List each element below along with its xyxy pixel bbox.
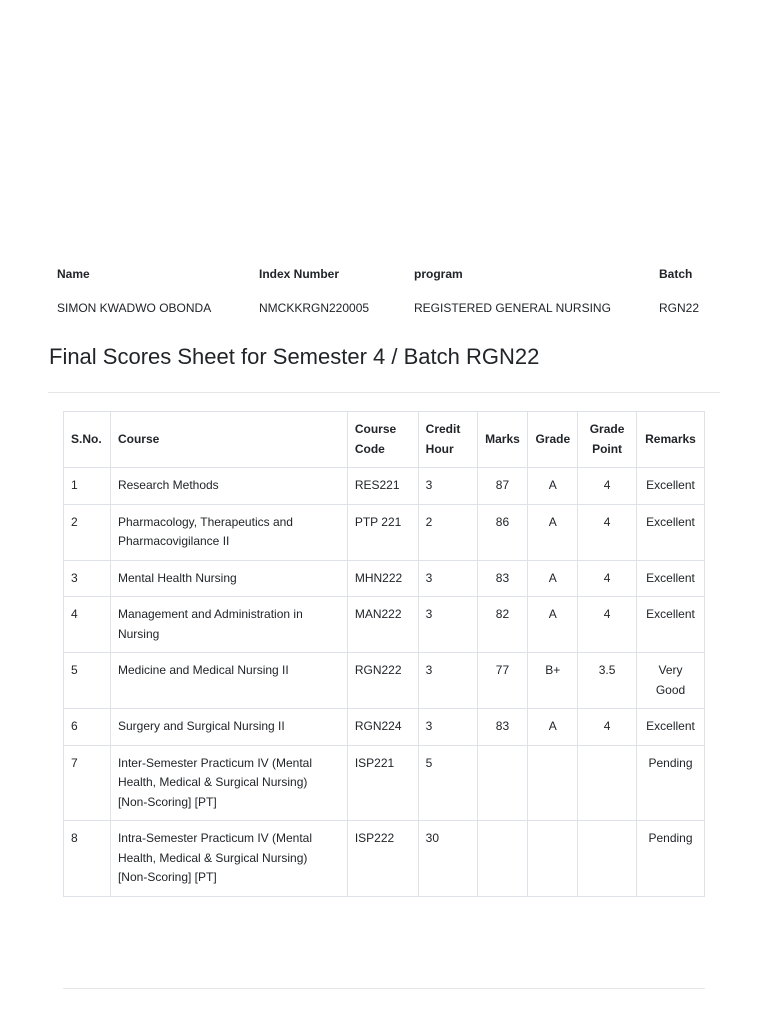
remarks-cell: Excellent [636, 709, 704, 746]
grade-header: Grade [528, 412, 578, 468]
credit-hour-cell: 3 [418, 653, 477, 709]
table-row [64, 468, 705, 505]
table-row [64, 560, 705, 597]
sno-cell: 7 [64, 745, 111, 821]
marks-cell: 82 [477, 597, 528, 653]
credit-hour-cell: 5 [418, 745, 477, 821]
grade-cell: A [528, 560, 578, 597]
grade-cell: B+ [528, 653, 578, 709]
marks-cell: 87 [477, 468, 528, 505]
index-number-header: Index Number [259, 267, 340, 281]
remarks-cell: Excellent [636, 560, 704, 597]
sno-cell: 3 [64, 560, 111, 597]
marks-cell [477, 745, 528, 821]
name-header: Name [57, 267, 90, 281]
course-code-cell: ISP221 [347, 745, 418, 821]
course-code-cell: RGN224 [347, 709, 418, 746]
scores-header-row [64, 412, 705, 468]
course-cell: Management and Administration in Nursing [110, 597, 347, 653]
course-code-header: Course Code [347, 412, 418, 468]
table-row [64, 504, 705, 560]
remarks-cell: Excellent [636, 504, 704, 560]
course-cell: Surgery and Surgical Nursing II [110, 709, 347, 746]
course-code-cell: RGN222 [347, 653, 418, 709]
marks-cell [477, 821, 528, 897]
grade-point-cell: 4 [578, 709, 637, 746]
sno-cell: 8 [64, 821, 111, 897]
credit-hour-cell: 2 [418, 504, 477, 560]
grade-cell: A [528, 468, 578, 505]
course-cell: Mental Health Nursing [110, 560, 347, 597]
table-row [64, 709, 705, 746]
grade-cell [528, 745, 578, 821]
marks-cell: 83 [477, 560, 528, 597]
batch-header: Batch [659, 267, 693, 281]
grade-point-cell: 4 [578, 468, 637, 505]
course-cell: Research Methods [110, 468, 347, 505]
sno-cell: 6 [64, 709, 111, 746]
table-row [64, 597, 705, 653]
course-cell: Medicine and Medical Nursing II [110, 653, 347, 709]
table-row [64, 653, 705, 709]
course-cell: Intra-Semester Practicum IV (Mental Health, Medical & Surgical Nursing) [Non-Scoring] [PT] [110, 821, 347, 897]
marks-header: Marks [477, 412, 528, 468]
student-info-row [48, 291, 720, 325]
credit-hour-header: Credit Hour [418, 412, 477, 468]
course-cell: Pharmacology, Therapeutics and Pharmacovigilance II [110, 504, 347, 560]
title-divider [48, 392, 720, 393]
credit-hour-cell: 3 [418, 468, 477, 505]
course-code-cell: MHN222 [347, 560, 418, 597]
grade-point-header: Grade Point [578, 412, 637, 468]
sno-cell: 2 [64, 504, 111, 560]
credit-hour-cell: 30 [418, 821, 477, 897]
remarks-header: Remarks [636, 412, 704, 468]
table-row [64, 745, 705, 821]
marks-cell: 86 [477, 504, 528, 560]
remarks-cell: Excellent [636, 597, 704, 653]
grade-point-cell [578, 821, 637, 897]
sno-header: S.No. [64, 412, 111, 468]
remarks-cell: Pending [636, 745, 704, 821]
course-header: Course [110, 412, 347, 468]
page-title: Final Scores Sheet for Semester 4 / Batch RGN22 [49, 344, 540, 369]
remarks-cell: Pending [636, 821, 704, 897]
credit-hour-cell: 3 [418, 709, 477, 746]
student-batch: RGN22 [659, 301, 700, 315]
sno-cell: 1 [64, 468, 111, 505]
credit-hour-cell: 3 [418, 597, 477, 653]
student-name: SIMON KWADWO OBONDA [57, 301, 212, 315]
grade-point-cell: 4 [578, 504, 637, 560]
course-cell: Inter-Semester Practicum IV (Mental Health, Medical & Surgical Nursing) [Non-Scoring] [PT] [110, 745, 347, 821]
grade-point-cell: 3.5 [578, 653, 637, 709]
footer-divider [63, 988, 705, 989]
sno-cell: 5 [64, 653, 111, 709]
marks-cell: 83 [477, 709, 528, 746]
student-program: REGISTERED GENERAL NURSING [414, 301, 611, 315]
course-code-cell: RES221 [347, 468, 418, 505]
grade-cell: A [528, 709, 578, 746]
grade-point-cell: 4 [578, 560, 637, 597]
credit-hour-cell: 3 [418, 560, 477, 597]
course-code-cell: ISP222 [347, 821, 418, 897]
scores-table [63, 411, 705, 897]
course-code-cell: PTP 221 [347, 504, 418, 560]
student-index-number: NMCKKRGN220005 [259, 301, 370, 315]
remarks-cell: Excellent [636, 468, 704, 505]
grade-cell: A [528, 597, 578, 653]
sno-cell: 4 [64, 597, 111, 653]
course-code-cell: MAN222 [347, 597, 418, 653]
table-row [64, 821, 705, 897]
program-header: program [414, 267, 463, 281]
student-info-table [48, 257, 720, 325]
grade-point-cell [578, 745, 637, 821]
grade-cell: A [528, 504, 578, 560]
remarks-cell: Very Good [636, 653, 704, 709]
marks-cell: 77 [477, 653, 528, 709]
student-info-header-row [48, 257, 720, 291]
grade-point-cell: 4 [578, 597, 637, 653]
grade-cell [528, 821, 578, 897]
